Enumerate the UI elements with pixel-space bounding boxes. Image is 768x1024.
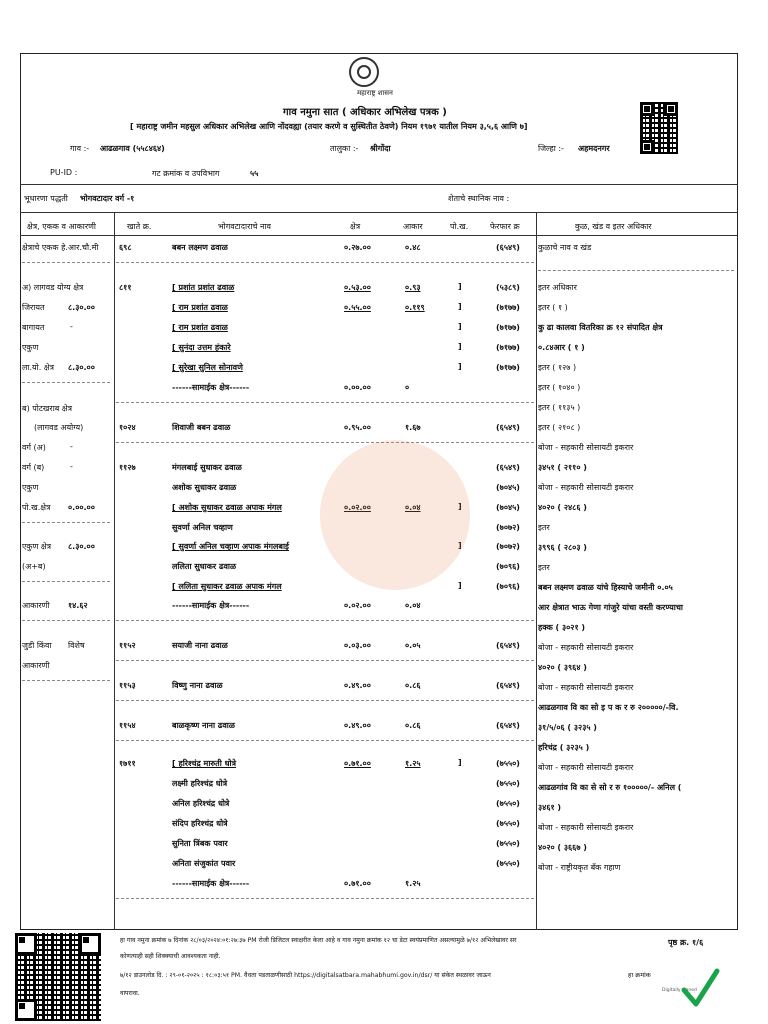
rights-entry: ३९९६ ( २८०३ )	[538, 543, 587, 552]
rights-entry: बोजा - सहकारी सोसायटी इकरार	[538, 483, 634, 492]
left-col-item: आकारणी	[22, 661, 50, 670]
bracket-close: ]	[458, 342, 462, 351]
ferfar-number: (७५५०)	[496, 799, 520, 808]
khate-number: १७११	[119, 759, 136, 768]
bracket-close: ]	[458, 502, 462, 511]
rights-entry: इतर ( १०४० )	[538, 383, 581, 392]
left-col-item: वर्ग (ब)	[22, 463, 45, 472]
ferfar-number: (६५४९)	[496, 423, 520, 432]
ferfar-number: (७१७७)	[496, 343, 520, 352]
ferfar-number: (६५४९)	[496, 463, 520, 472]
mahabhumi-watermark	[320, 440, 470, 590]
left-col-item: ०.००.००	[68, 503, 95, 512]
taluka-label: तालुका :-	[330, 144, 359, 153]
owner-area: ०.२७.००	[344, 243, 371, 252]
rights-entry: कु ढा कालवा वितरिका क्र १२ संपादित क्षेत्र	[538, 323, 663, 332]
ferfar-number: (७१७७)	[496, 323, 520, 332]
ferfar-number: (७०९६)	[496, 582, 520, 591]
ferfar-number: (६५४९)	[496, 681, 520, 690]
left-col-item: ८.३०.००	[68, 363, 95, 372]
ferfar-number: (७०७२)	[496, 523, 520, 532]
ferfar-number: (७१७७)	[496, 303, 520, 312]
owner-akar: ०.८६	[405, 681, 421, 690]
owner-name: अशोक सुधाकर ढवाळ	[172, 483, 237, 492]
left-col-item: १४.६२	[68, 601, 88, 610]
ferfar-number: (७०९६)	[496, 562, 520, 571]
khate-number: ११५२	[119, 641, 136, 650]
rights-entry: ४०२० ( २४८६ )	[538, 503, 587, 512]
owner-akar: १.२५	[405, 879, 421, 888]
owner-area: ०.५५.००	[344, 303, 371, 312]
left-col-item: -	[70, 462, 73, 471]
owner-akar: १.६७	[405, 423, 421, 432]
khate-number: ११२७	[119, 463, 136, 472]
khate-number: ११५४	[119, 721, 136, 730]
left-col-item: (लागवड अयोग्य)	[34, 423, 84, 432]
owner-area: ०.९५.००	[344, 423, 371, 432]
owner-name: मंगलबाई सुधाकर ढवाळ	[172, 463, 242, 472]
owner-name: ------सामाईक क्षेत्र------	[172, 601, 250, 610]
puid-label: PU-ID :	[50, 168, 78, 177]
owner-name: बबन लक्ष्मण ढवाळ	[172, 243, 228, 252]
bracket-close: ]	[458, 302, 462, 311]
ferfar-number: (७५५०)	[496, 819, 520, 828]
owner-name: [ सुनंदा उत्तम हंकारे	[172, 343, 231, 352]
qr-code-icon	[640, 102, 678, 154]
left-col-item: जुडी किंवा	[22, 641, 52, 650]
owner-name: ------सामाईक क्षेत्र------	[172, 383, 250, 392]
left-col-item: ला.यो. क्षेत्र	[22, 363, 54, 372]
left-col-item: एकुण	[22, 483, 39, 492]
owner-name: [ हरिश्चंद्र मारुती धोत्रे	[172, 759, 237, 768]
govt-name: महाराष्ट्र शासन	[357, 89, 393, 97]
owner-name: [ राम प्रशांत ढवाळ	[172, 323, 228, 332]
rights-entry: ३४५१ ( २११० )	[538, 463, 587, 472]
ferfar-number: (७१७७)	[496, 363, 520, 372]
rights-entry: बोजा - सहकारी सोसायटी इकरार	[538, 763, 634, 772]
ferfar-number: (७०४५)	[496, 503, 520, 512]
ferfar-number: (६५४९)	[496, 721, 520, 730]
rights-entry: आढळगांव वि का से सो र रु १०००००/- अनिल (	[538, 783, 682, 792]
left-col-item: जिरायत	[22, 303, 45, 312]
rights-entry: ३१/५/०६ ( ३२३५ )	[538, 723, 597, 732]
left-col-item: एकुण क्षेत्र	[22, 542, 52, 551]
owner-name: [ सुवर्णा अनिल चव्हाण अपाक मंगलबाई	[172, 542, 289, 551]
taluka-value: श्रीगोंदा	[370, 144, 391, 153]
rights-entry: बोजा - सहकारी सोसायटी इकरार	[538, 643, 634, 652]
owner-name: [ अशोक सुधाकर ढवाळ अपाक मंगल	[172, 503, 282, 512]
rights-entry: इतर ( १ )	[538, 303, 568, 312]
left-col-item: -	[70, 442, 73, 451]
footer-text-2: कोणत्याही सही शिक्क्याची आवश्यकता नाही.	[120, 953, 221, 960]
khate-number: ८११	[119, 283, 132, 292]
owner-name: ------सामाईक क्षेत्र------	[172, 879, 250, 888]
rights-entry: बोजा - राष्ट्रीयकृत बँक गहाण	[538, 863, 621, 872]
ferfar-number: (५३८९)	[496, 283, 520, 292]
footer-text-3: ७/१२ डाउनलोड दि. : २९-०१-२०२५ : १८:०३:५१ PM. वैधता पडताळणीसाठी https://digitalsatbara.mahabhumi.gov.in/dsr/ या संकेत स्थळावर जाऊन	[120, 972, 491, 979]
owner-name: अनिल हरिश्चंद्र धोत्रे	[172, 799, 230, 808]
gat-label: गट क्रमांक व उपविभाग	[152, 169, 220, 178]
owner-name: [ राम प्रशांत ढवाळ	[172, 303, 228, 312]
col-header-area-unit: क्षेत्र, एकक व आकारणी	[27, 222, 97, 231]
owner-area: ०.०२.००	[344, 503, 371, 512]
owner-area: ०.००.००	[344, 383, 371, 392]
col-header-area: क्षेत्र	[350, 222, 361, 231]
owner-akar: ०.११९	[405, 303, 425, 312]
rights-entry: इतर ( ११३५ )	[538, 403, 581, 412]
owner-area: ०.०३.००	[344, 641, 371, 650]
col-header-pokh: पो.ख.	[450, 222, 469, 231]
bracket-close: ]	[458, 282, 462, 291]
rights-entry: ४०२० ( ३९६४ )	[538, 663, 587, 672]
left-col-item: वर्ग (अ)	[22, 443, 46, 452]
ferfar-number: (६५४९)	[496, 243, 520, 252]
owner-name: संदिप हरिश्चंद्र धोत्रे	[172, 819, 228, 828]
footer-hakramank: हा क्रमांक	[628, 971, 651, 979]
khate-number: १०२४	[119, 423, 136, 432]
rights-entry: इतर	[538, 563, 550, 572]
col-header-rights: कुळ, खंड व इतर अधिकार	[575, 222, 652, 231]
col-header-ferfar: फेरफार क्र	[490, 222, 520, 231]
ferfar-number: (६५४९)	[496, 641, 520, 650]
ferfar-number: (७५५०)	[496, 839, 520, 848]
gat-value: ५५	[250, 169, 259, 178]
rights-entry: आढळगाव वि का सो इ प क र रु २०००००/-वि.	[538, 703, 679, 712]
rights-entry: इतर अधिकार	[538, 283, 577, 292]
owner-area: ०.७१.००	[344, 879, 371, 888]
rights-entry: इतर ( २१०८ )	[538, 423, 581, 432]
digitally-signed-text: Digitally signed	[662, 988, 697, 993]
bracket-close: ]	[458, 758, 462, 767]
ferfar-number: (७५५०)	[496, 759, 520, 768]
owner-name: सुवर्णा अनिल चव्हाण	[172, 523, 233, 532]
left-col-item: -	[70, 322, 73, 331]
ferfar-number: (७५५०)	[496, 859, 520, 868]
left-col-item: विशेष	[68, 641, 85, 650]
owner-akar: ०.४८	[405, 243, 421, 252]
owner-name: लक्ष्मी हरिश्चंद्र धोत्रे	[172, 779, 228, 788]
footer-text-1: हा गाव नमुना क्रमांक ७ दिनांक २८/०३/२०२४:०१:२७:३७ PM रोजी डिजिटल स्वाक्षरीत केला आहे व गाव नमुना क्रमांक १२ चा डेटा स्वयंप्रमाणित असल्यामुळे ७/१२ अभिलेखावर सर	[120, 937, 517, 944]
rights-entry: आर क्षेत्रात भाऊ गेणा गांजुरे यांचा वस्ती करण्याचा	[538, 603, 683, 612]
rights-entry: इतर ( १२७ )	[538, 363, 577, 372]
ferfar-number: (७०७२)	[496, 542, 520, 551]
ferfar-number: (७५५०)	[496, 779, 520, 788]
rights-entry: हक्क ( ३०२१ )	[538, 623, 586, 632]
page-subtitle: [ महाराष्ट्र जमीन महसुल अधिकार अभिलेख आणि नोंदवह्या (तयार करणे व सुस्थितीत ठेवणे) नियम १९७१ यातील नियम ३,५,६ आणि ७]	[130, 122, 528, 131]
owner-akar: ०.०४	[405, 503, 421, 512]
owner-name: [ सुरेखा सुनिल सोनावणे	[172, 363, 243, 372]
owner-akar: ०.८६	[405, 721, 421, 730]
maharashtra-emblem-icon	[349, 57, 379, 87]
owner-area: ०.५३.००	[344, 283, 371, 292]
rights-entry: बोजा - सहकारी सोसायटी इकरार	[538, 683, 634, 692]
owner-area: ०.४९.००	[344, 721, 371, 730]
owner-area: ०.७१.००	[344, 759, 371, 768]
village-value: आढळगाव (५५८४६४)	[100, 144, 165, 153]
bracket-close: ]	[458, 362, 462, 371]
local-name-label: शेताचे स्थानिक नाव :	[448, 194, 510, 203]
left-col-item: क्षेत्राचे एकक हे.आर.चौ.मी	[22, 243, 99, 252]
footer-text-4: वापरावा.	[120, 990, 140, 997]
owner-name: बाळकृष्ण नाना ढवाळ	[172, 721, 235, 730]
owner-akar: ०.०४	[405, 601, 421, 610]
tenure-label: भूधारणा पद्धती	[24, 194, 68, 203]
owner-area: ०.४९.००	[344, 681, 371, 690]
rights-entry: इतर	[538, 523, 550, 532]
bracket-close: ]	[458, 581, 462, 590]
rights-entry: बबन लक्ष्मण ढवाळ यांचे हिस्याचे जमीनी ०.०५	[538, 583, 673, 592]
owner-area: ०.०२.००	[344, 601, 371, 610]
khate-number: ११५३	[119, 681, 136, 690]
page-number: पृष्ठ क्र. १/६	[668, 938, 704, 947]
owner-name: ललिता सुधाकर ढवाळ	[172, 562, 237, 571]
left-col-item: ८.३०.००	[68, 542, 95, 551]
district-label: जिल्हा :-	[538, 144, 564, 153]
owner-akar: १.२५	[405, 759, 421, 768]
rights-entry: ३४६१ )	[538, 803, 562, 812]
owner-name: सुनिता त्रिंबक पवार	[172, 839, 228, 848]
owner-name: सयाजी नाना ढवाळ	[172, 641, 228, 650]
village-label: गाव :-	[70, 144, 90, 153]
left-col-item: एकुण	[22, 343, 39, 352]
owner-name: [ प्रशांत प्रशांत ढवाळ	[172, 283, 235, 292]
owner-akar: ०.०५	[405, 641, 421, 650]
verified-check-icon	[680, 966, 720, 1010]
rights-entry: ०.८४आर ( १ )	[538, 343, 585, 352]
ferfar-number: (७०४५)	[496, 483, 520, 492]
bracket-close: ]	[458, 541, 462, 550]
tenure-value: भोगवटादार वर्ग -१	[80, 194, 135, 203]
col-header-khate: खाते क्र.	[127, 222, 152, 231]
rights-entry: कुळाचे नाव व खंड	[538, 243, 592, 252]
left-col-item: (अ+ब)	[22, 562, 46, 571]
col-header-akar: आकार	[403, 222, 423, 231]
page-title: गाव नमुना सात ( अधिकार अभिलेख पत्रक )	[283, 107, 447, 118]
rights-entry: हरिचंद्र ( ३२३५ )	[538, 743, 590, 752]
rights-entry: ४०२० ( ३६६७ )	[538, 843, 587, 852]
owner-name: अनिता संजुकांत पवार	[172, 859, 236, 868]
footer-qr-code-icon	[15, 933, 101, 1021]
district-value: अहमदनगर	[578, 144, 610, 153]
col-header-owner: भोगवटादाराचे नाव	[218, 222, 271, 231]
rights-entry: बोजा - सहकारी सोसायटी इकरार	[538, 443, 634, 452]
left-col-item: आकारणी	[22, 601, 50, 610]
owner-akar: ०	[405, 383, 410, 392]
left-col-item: अ) लागवड योग्य क्षेत्र	[22, 283, 84, 292]
bracket-close: ]	[458, 322, 462, 331]
left-col-item: ८.३०.००	[68, 303, 95, 312]
owner-name: [ ललिता सुधाकर ढवाळ अपाक मंगल	[172, 582, 282, 591]
owner-name: शिवाजी बबन ढवाळ	[172, 423, 231, 432]
left-col-item: ब) पोटखराब क्षेत्र	[22, 404, 73, 413]
khate-number: ६९८	[119, 243, 132, 252]
left-col-item: बागायत	[22, 323, 45, 332]
owner-akar: ०.९३	[405, 283, 421, 292]
left-col-item: पो.ख.क्षेत्र	[22, 503, 51, 512]
owner-name: विष्णु नाना ढवाळ	[172, 681, 223, 690]
rights-entry: बोजा - सहकारी सोसायटी इकरार	[538, 823, 634, 832]
